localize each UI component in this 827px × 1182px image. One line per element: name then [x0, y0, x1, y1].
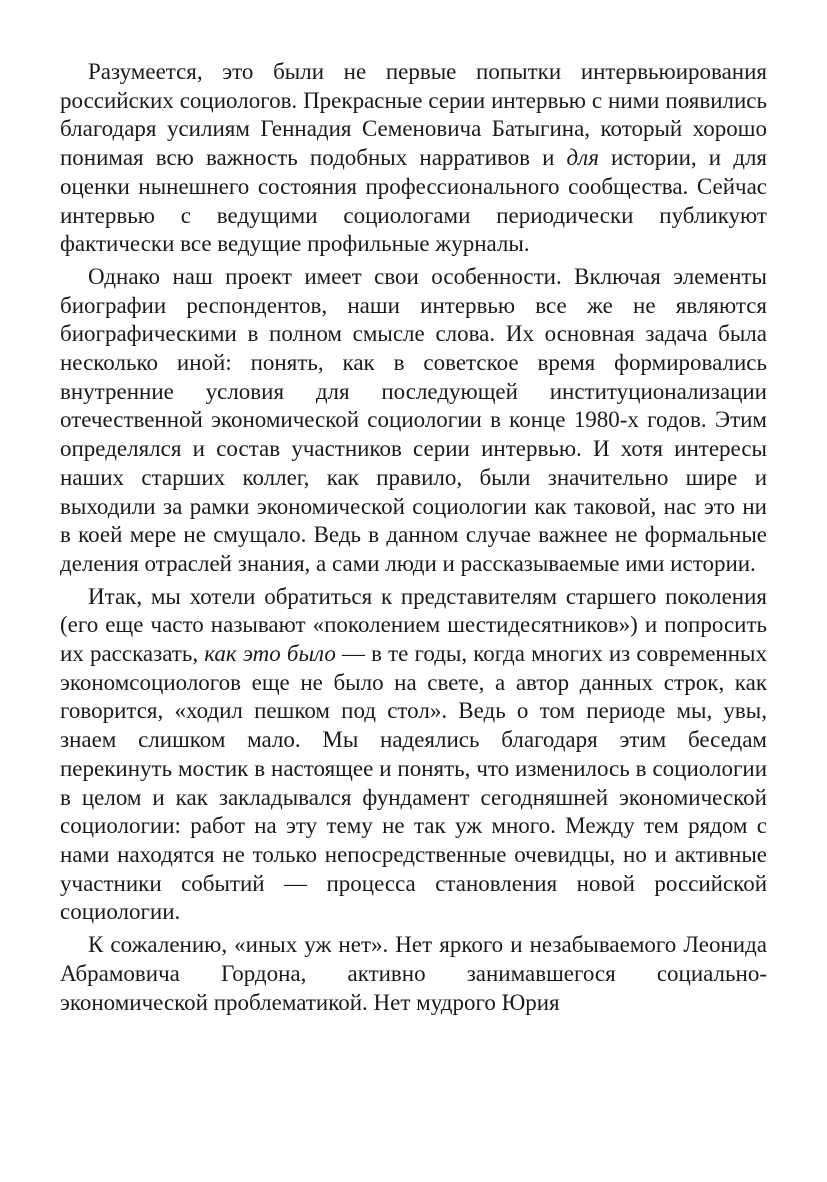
- italic-text: как это было: [204, 641, 336, 667]
- paragraph: [60, 263, 767, 579]
- document-page: [60, 58, 767, 1017]
- paragraph: [60, 58, 767, 259]
- paragraph-text: Итак, мы хотели обратиться к представителям старшего поколения (его еще часто называют «поколением шестидесятников») и попросить их рассказать,: [60, 583, 767, 667]
- paragraph-text: К сожалению, «иных уж нет». Нет яркого и незабываемого Леонида Абрамовича Гордона, активно занимавшегося социально-экономической проблематикой. Нет мудрого Юрия: [60, 932, 767, 1015]
- paragraph-text: Разумеется, это были не первые попытки интервьюирования российских социологов. Прекрасные серии интервью с ними появились благодаря усилиям Геннадия Семеновича Батыгина, который хорошо понимая всю важность подобных нарративов и: [60, 59, 767, 171]
- paragraph-text: — в те годы, когда многих из современных экономсоциологов еще не было на свете, а автор данных строк, как говорится, «ходил пешком под стол». Ведь о том периоде мы, увы, знаем слишком мало. Мы надеялись благодаря этим беседам перекинуть мостик в настоящее и понять, что изменилось в социологии в целом и как закладывался фундамент сегодняшней экономической социологии: работ на эту тему не так уж много. Между тем рядом с нами находятся не только непосредственные очевидцы, но и активные участники событий — процесса становления новой российской социологии.: [60, 641, 767, 925]
- paragraph: [60, 931, 767, 1017]
- paragraph-text: Однако наш проект имеет свои особенности. Включая элементы биографии респондентов, наши интервью все же не являются биографическими в полном смысле слова. Их основная задача была несколько иной: понять, как в советское время формировались внутренние условия для последующей институционализации отечественной экономической социологии в конце 1980-х годов. Этим определялся и состав участников серии интервью. И хотя интересы наших старших коллег, как правило, были значительно шире и выходили за рамки экономической социологии как таковой, нас это ни в коей мере не смущало. Ведь в данном случае важнее не формальные деления отраслей знания, а сами люди и рассказываемые ими истории.: [60, 263, 767, 576]
- paragraph: [60, 583, 767, 927]
- italic-text: для: [566, 145, 599, 171]
- paragraph-text: истории, и для оценки нынешнего состояния профессионального сообщества. Сейчас интервью с ведущими социологами периодически публикуют фактически все ведущие профильные журналы.: [60, 145, 768, 257]
